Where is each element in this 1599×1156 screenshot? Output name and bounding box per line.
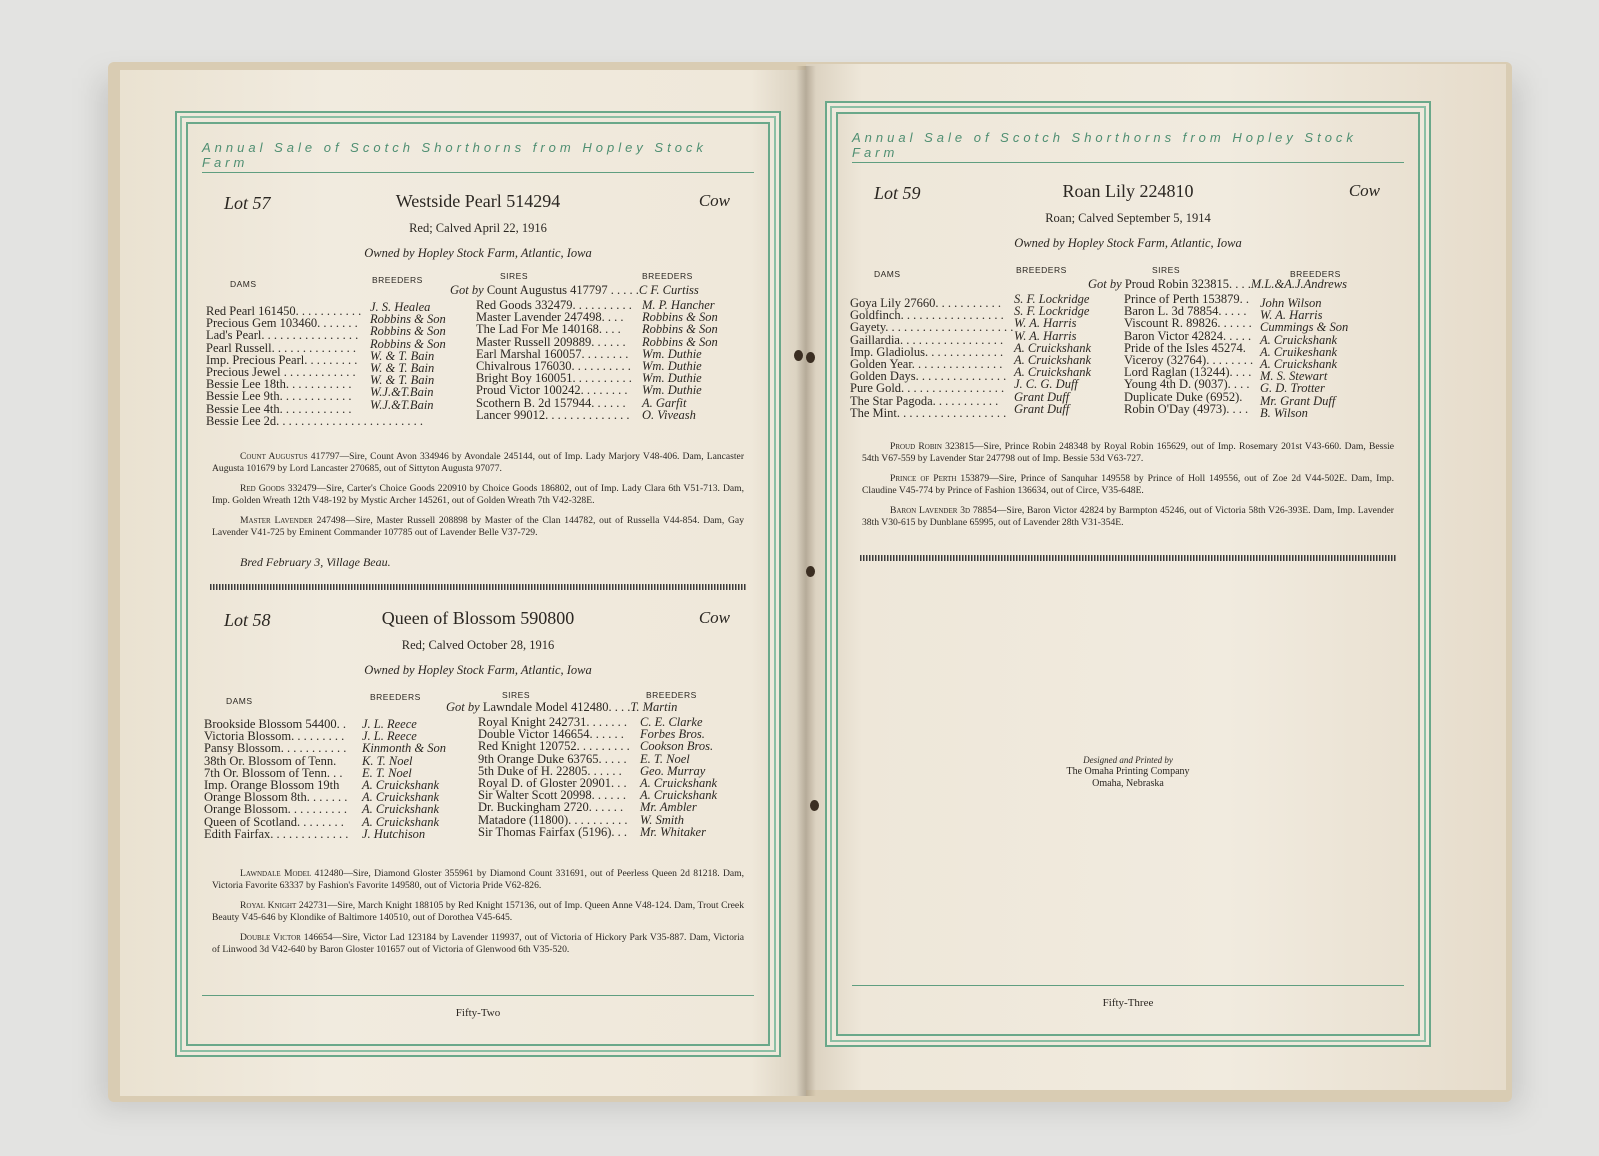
pedigree-entry: A. Cruickshank [640,776,718,791]
pedigree-entry: Mr. Ambler [640,800,697,815]
pedigree-entry: Bessie Lee 2d. . . . . . . . . . . . . . . . . . . . . . . . [206,413,423,428]
note-text: 247498—Sire, Master Russell 208898 by Master of the Clan 144782, out of Russella V44-854. Dam, Gay Lavender V41-725 by Eminent Commander 107785 out of Lavender Belle V37-729. [212,515,744,538]
got-by-breeder: C F. Curtiss [638,283,699,297]
page-number: Fifty-Two [202,995,754,1030]
pedigree-notes [202,868,754,956]
printer-credit [852,754,1404,790]
pedigree-entry: W. A. Harris [1014,316,1077,331]
pedigree-entry: Robin O'Day (4973). . . . [1124,401,1249,416]
pedigree-entry: 7th Or. Blossom of Tenn. . . [204,765,343,780]
right-page-border [836,112,1420,1036]
pedigree-entry: Robbins & Son [642,322,718,337]
got-by-label: Got by [1088,277,1122,291]
pedigree-entry: Orange Blossom 8th. . . . . . . [204,790,348,805]
note-animal-name: Lawndale Model [240,868,312,879]
pedigree-entry: 5th Duke of H. 22805. . . . . . [478,763,622,778]
sires-column-header: SIRES [502,690,531,700]
pedigree-entry: Wm. Duthie [642,359,702,374]
pedigree-note [212,900,744,924]
pedigree-entry: Robbins & Son [370,336,446,351]
pedigree-entry: S. F. Lockridge [1014,292,1090,306]
left-page-border [186,122,770,1046]
got-by-line [450,283,699,298]
pedigree-entry: Kinmonth & Son [362,741,447,756]
pedigree-entry: Duplicate Duke (6952). [1124,389,1243,404]
note-text: 242731—Sire, March Knight 188105 by Red Knight 157136, out of Imp. Queen Anne V48-124. Dam, Trout Creek Beauty V45-646 by Klondike of Baltimore 140510, out of Dorothea V45-645. [212,900,744,923]
pedigree-entry: Chivalrous 176030. . . . . . . . . . [476,359,631,374]
pedigree-entry: B. Wilson [1260,405,1308,420]
note-text: 417797—Sire, Count Avon 334946 by Avondale 245144, out of Imp. Lady Marjory V48-406. Dam, Lancaster Augusta 101679 by Lord Lancaster 270685, out of Sittyton Augusta 97077. [212,451,745,474]
running-header: Annual Sale of Scotch Shorthorns from Hopley Stock Farm [852,128,1404,163]
pedigree-entry: Grant Duff [1014,389,1070,404]
pedigree-entry: Robbins & Son [642,334,718,349]
dams-list [204,718,348,840]
pedigree-table [852,261,1404,441]
pedigree-entry: Pansy Blossom. . . . . . . . . . . [204,741,347,756]
right-page-content [852,128,1404,1020]
breeders-column-header: BREEDERS [372,275,423,285]
pedigree-note [212,932,744,956]
lot-description: Red; Calved October 28, 1916 [401,638,555,652]
pedigree-entry: Precious Gem 103460. . . . . . . [206,316,358,331]
pedigree-entry: Wm. Duthie [642,346,702,361]
pedigree-entry: Matadore (11800). . . . . . . . . . [478,812,628,827]
pedigree-entry: Lord Raglan (13244). . . . [1124,365,1252,380]
lot-entry [202,604,754,956]
sires-column-header: SIRES [500,271,529,281]
note-animal-name: Count Augustus [240,451,308,462]
pedigree-note [212,483,744,507]
note-animal-name: Royal Knight [240,900,297,911]
pedigree-entry: Baron Victor 42824. . . . . [1124,328,1252,343]
pedigree-entry: Mr. Grant Duff [1260,393,1336,408]
pedigree-entry: Earl Marshal 160057. . . . . . . . [476,346,629,361]
note-text: 146654—Sire, Victor Lad 123184 by Lavender 119937, out of Victoria of Hickory Park V35-887. Dam, Victoria of Linwood 3d V42-640 by Baron Gloster 101657 out of Victoria of Glenwood 6th V35-520. [212,932,744,955]
pedigree-table [202,271,754,451]
left-page-content [202,138,754,1030]
got-by-breeder: M.L.&A.J.Andrews [1250,277,1347,291]
dams-column-header: DAMS [230,279,257,289]
pedigree-entry: M. P. Hancher [642,298,715,312]
pedigree-entry: Wm. Duthie [642,383,702,398]
pedigree-entry: Red Pearl 161450. . . . . . . . . . . [206,304,362,318]
pedigree-entry: Edith Fairfax. . . . . . . . . . . . . [204,826,349,841]
pedigree-entry: A. Cruickshank [1014,365,1092,380]
pedigree-entry: Bright Boy 160051. . . . . . . . . . [476,371,632,386]
breeders-column-header: BREEDERS [642,271,693,281]
pedigree-entry: Golden Days. . . . . . . . . . . . . . . [850,369,1007,384]
got-by-line [446,700,677,715]
pedigree-entry: Geo. Murray [640,763,706,778]
pedigree-entry: 9th Orange Duke 63765. . . . . [478,751,627,766]
got-by-line [1088,277,1347,292]
pedigree-entry: Cummings & Son [1260,320,1349,335]
sire-breeders-list [642,299,718,421]
bred-note: Bred February 3, Village Beau. [240,555,391,569]
lot-name: Westside Pearl 514294 [395,191,561,211]
note-text: 412480—Sire, Diamond Gloster 355961 by Diamond Count 331691, out of Peerless Queen 2d 81218. Dam, Victoria Favorite 63337 by Fashion's Favorite 149580, out of Victoria Pride V62-826. [212,868,744,891]
running-header: Annual Sale of Scotch Shorthorns from Hopley Stock Farm [202,138,754,173]
pedigree-entry: Lancer 99012. . . . . . . . . . . . . . [476,407,630,422]
dam-breeders-list [1014,293,1091,415]
pedigree-entry: C. E. Clarke [640,715,703,729]
section-divider [860,555,1396,561]
lot-heading [202,187,754,215]
pedigree-entry: A. Cruickshank [362,814,440,829]
dams-column-header: DAMS [226,696,253,706]
lot-heading [852,177,1404,205]
pedigree-entry [370,411,446,423]
pedigree-note [212,515,744,539]
got-by-breeder: T. Martin [630,700,678,714]
pedigree-entry: Sir Thomas Fairfax (5196). . . [478,824,628,839]
staple-hole [794,350,803,361]
pedigree-entry: E. T. Noel [362,765,412,780]
note-animal-name: Master Lavender [240,515,313,526]
pedigree-note [862,505,1394,529]
note-text: 323815—Sire, Prince Robin 248348 by Royal Robin 165629, out of Imp. Rosemary 201st V43-660. Dam, Bessie 54th V67-559 by Lavender Star 247798 out of Imp. Bessie 53d V63-727. [862,441,1395,464]
pedigree-entry: Bessie Lee 4th. . . . . . . . . . . . [206,401,352,416]
pedigree-entry: A. Cruickshank [362,778,440,793]
pedigree-entry: Lad's Pearl. . . . . . . . . . . . . . . . [206,328,359,343]
pedigree-entry: W. A. Harris [1014,328,1077,343]
note-animal-name: Proud Robin [890,441,942,452]
pedigree-entry: K. T. Noel [362,753,413,768]
printer-line: The Omaha Printing Company [1066,766,1190,777]
pedigree-entry: J. Hutchison [362,826,426,841]
dams-list [850,297,1013,419]
pedigree-entry: Red Knight 120752. . . . . . . . . [478,739,630,754]
pedigree-entry: Imp. Orange Blossom 19th [204,778,340,793]
sires-list [476,299,632,421]
pedigree-entry: E. T. Noel [640,751,690,766]
lot-sex: Cow [1348,181,1380,200]
breeders-column-header: BREEDERS [1016,265,1067,275]
pedigree-note [862,441,1394,465]
lot-number: Lot 58 [224,610,271,630]
note-text: 153879—Sire, Prince of Sanquhar 149558 by Prince of Holl 149556, out of Zoe 2d V44-502E. Dam, Imp. Claudine V45-774 by Prince of Fashion 136634, out of Circe, V35-648E. [862,473,1394,496]
pedigree-entry: Grant Duff [1014,401,1070,416]
pedigree-note [212,868,744,892]
pedigree-entry: W.J.&T.Bain [370,397,434,412]
lot-name: Queen of Blossom 590800 [381,608,575,628]
pedigree-entry: J. L. Reece [362,717,417,731]
pedigree-entry: Golden Year. . . . . . . . . . . . . . . [850,357,1003,372]
pedigree-entry: G. D. Trotter [1260,381,1325,396]
pedigree-entry: John Wilson [1260,296,1322,310]
got-by-label: Got by [446,700,480,714]
pedigree-entry: Master Russell 209889. . . . . . [476,334,626,349]
lot-heading [202,604,754,632]
spine-gutter [796,66,816,1096]
note-animal-name: Red Goods [240,483,285,494]
pedigree-entry: O. Viveash [642,407,696,422]
dam-breeders-list [370,301,446,423]
pedigree-entry: Double Victor 146654. . . . . . [478,727,624,742]
sires-column-header: SIRES [1152,265,1181,275]
pedigree-entry: Brookside Blossom 54400. . [204,717,347,731]
pedigree-entry: Gayety. . . . . . . . . . . . . . . . . . . . . [850,320,1014,335]
pedigree-entry: Robbins & Son [370,324,446,339]
pedigree-entry: J. C. G. Duff [1014,377,1078,392]
lot-description: Red; Calved April 22, 1916 [409,221,547,235]
pedigree-entry: Robbins & Son [642,310,718,325]
pedigree-entry: Goldfinch. . . . . . . . . . . . . . . . . [850,308,1004,323]
note-text: 332479—Sire, Carter's Choice Goods 220910 by Choice Goods 186802, out of Imp. Lady Clara 6th V51-713. Dam, Imp. Golden Wreath 12th V48-192 by Mystic Archer 145261, out of Golden Wreath 7th V42-328E. [212,483,745,506]
note-animal-name: Prince of Perth [890,473,957,484]
pedigree-entry: Gaillardia. . . . . . . . . . . . . . . . . [850,332,1004,347]
section-divider [210,584,746,590]
pedigree-entry: Bessie Lee 9th. . . . . . . . . . . . [206,389,352,404]
pedigree-entry: Wm. Duthie [642,371,702,386]
note-text: 78854—Sire, Baron Victor 42824 by Barmpton 45246, out of Victoria 58th V26-393E. Dam, Imp. Lavender 38th V30-615 by Dunblane 65995, out of Lavender 28th V31-354E. [862,505,1394,528]
lot-owner: Owned by Hopley Stock Farm, Atlantic, Iowa [364,246,592,260]
pedigree-entry: The Mint. . . . . . . . . . . . . . . . . . [850,405,1007,420]
pedigree-entry: Queen of Scotland. . . . . . . . [204,814,344,829]
printer-line: Designed and Printed by [1083,755,1173,765]
pedigree-entry: The Lad For Me 140168. . . . [476,322,621,337]
pedigree-entry: Pure Gold. . . . . . . . . . . . . . . . . [850,381,1005,396]
lot-owner: Owned by Hopley Stock Farm, Atlantic, Iowa [364,663,592,677]
got-by-sire: Count Augustus 417797 . . . . . [486,283,639,297]
pedigree-entry: Scothern B. 2d 157944. . . . . . [476,395,626,410]
pedigree-entry: Forbes Bros. [640,727,705,742]
pedigree-entry: Goya Lily 27660. . . . . . . . . . . [850,296,1002,310]
sire-breeders-list [640,716,717,838]
pedigree-entry: A. Cruickshank [1014,340,1092,355]
sires-list [478,716,630,838]
pedigree-entry: Prince of Perth 153879. . [1124,292,1249,306]
pedigree-entry: W.J.&T.Bain [370,385,434,400]
pedigree-entry: Cookson Bros. [640,739,714,754]
pedigree-entry: Royal Knight 242731. . . . . . . [478,715,627,729]
pedigree-entry: 38th Or. Blossom of Tenn. [204,753,337,768]
lot-description: Roan; Calved September 5, 1914 [1045,211,1211,225]
lot-entry [852,177,1404,529]
pedigree-entry: Imp. Precious Pearl. . . . . . . . . [206,352,358,367]
printer-line: Omaha, Nebraska [1092,778,1164,789]
lot-name: Roan Lily 224810 [1062,181,1194,201]
pedigree-entry: Dr. Buckingham 2720. . . . . . [478,800,624,815]
lot-sex: Cow [698,608,730,627]
pedigree-entry: A. Cruickshank [362,790,440,805]
pedigree-entry: Baron L. 3d 78854. . . . . [1124,304,1247,319]
pedigree-entry: W. & T. Bain [370,348,435,363]
pedigree-entry: W. Smith [640,812,684,827]
lot-entry [202,187,754,570]
pedigree-entry: Robbins & Son [370,312,446,327]
pedigree-entry: Imp. Gladiolus. . . . . . . . . . . . . [850,344,1004,359]
staple-hole [806,352,815,363]
pedigree-entry: The Star Pagoda. . . . . . . . . . . [850,393,999,408]
pedigree-entry: A. Garfit [642,395,687,410]
dam-breeders-list [362,718,446,840]
pedigree-entry: S. F. Lockridge [1014,304,1090,319]
sires-list [1124,293,1253,415]
pedigree-entry: Young 4th D. (9037). . . . [1124,377,1250,392]
lot-sex: Cow [698,191,730,210]
pedigree-entry: Pearl Russell. . . . . . . . . . . . . . [206,340,356,355]
pedigree-entry: Bessie Lee 18th. . . . . . . . . . . [206,377,352,392]
note-animal-name: Double Victor [240,932,301,943]
pedigree-entry: A. Cruickshank [362,802,440,817]
pedigree-entry: J. S. Healea [370,300,431,314]
staple-hole [806,566,815,577]
pedigree-entry: Orange Blossom. . . . . . . . . . [204,802,348,817]
pedigree-entry: Viscount R. 89826. . . . . . [1124,316,1252,331]
breeders-column-header: BREEDERS [646,690,697,700]
pedigree-entry: Master Lavender 247498. . . . [476,310,624,325]
pedigree-entry: A. Cruickshank [1260,332,1338,347]
got-by-label: Got by [450,283,484,297]
sire-breeders-list [1260,297,1348,419]
pedigree-note [212,451,744,475]
pedigree-entry: J. L. Reece [362,729,417,744]
pedigree-notes [852,441,1404,529]
breeders-column-header: BREEDERS [370,692,421,702]
got-by-sire: Proud Robin 323815. . . . [1124,277,1251,291]
pedigree-entry: W. & T. Bain [370,373,435,388]
lot-number: Lot 59 [874,183,921,203]
pedigree-entry: A. Cruickshank [1014,353,1092,368]
pedigree-entry: Viceroy (32764). . . . . . . . [1124,353,1254,368]
note-animal-name: Baron Lavender 3d [890,505,971,516]
pedigree-entry: Pride of the Isles 45274. [1124,340,1246,355]
pedigree-entry: A. Cruickshank [640,788,718,803]
pedigree-entry: Sir Walter Scott 20998. . . . . . [478,788,627,803]
pedigree-notes [202,451,754,539]
pedigree-entry: Victoria Blossom. . . . . . . . . [204,729,345,744]
got-by-sire: Lawndale Model 412480. . . . [482,700,631,714]
pedigree-entry: A. Cruikeshank [1260,344,1338,359]
pedigree-entry: A. Cruickshank [1260,357,1338,372]
dams-column-header: DAMS [874,269,901,279]
pedigree-entry: W. & T. Bain [370,361,435,376]
pedigree-table [202,688,754,868]
pedigree-entry: M. S. Stewart [1260,369,1328,384]
pedigree-note [862,473,1394,497]
breeders-column-header: BREEDERS [1290,269,1341,279]
pedigree-entry: Red Goods 332479. . . . . . . . . . [476,298,632,312]
pedigree-entry: Royal D. of Gloster 20901. . . [478,776,627,791]
pedigree-entry: Mr. Whitaker [640,824,706,839]
lot-number: Lot 57 [224,193,271,213]
pedigree-entry: Precious Jewel . . . . . . . . . . . . [206,365,356,380]
pedigree-entry: W. A. Harris [1260,308,1323,323]
staple-hole [810,800,819,811]
pedigree-entry: Proud Victor 100242. . . . . . . . [476,383,628,398]
page-number: Fifty-Three [852,985,1404,1020]
lot-owner: Owned by Hopley Stock Farm, Atlantic, Iowa [1014,236,1242,250]
